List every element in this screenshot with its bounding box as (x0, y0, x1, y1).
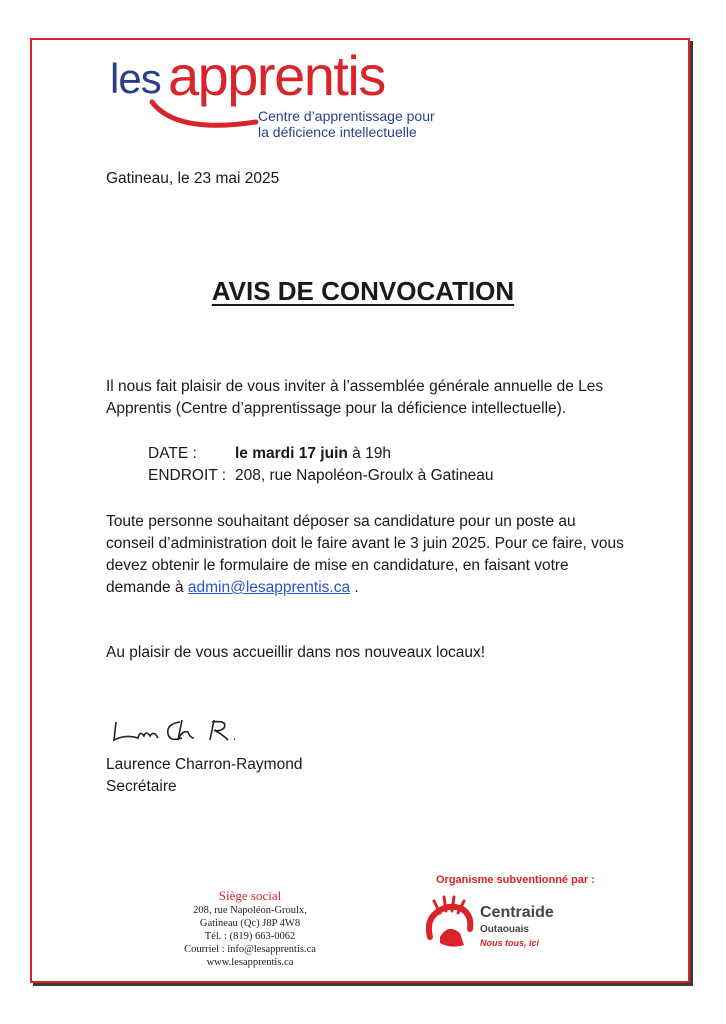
email-link[interactable]: admin@lesapprentis.ca (187, 579, 351, 596)
logo-subtitle-line2: la déficience intellectuelle (258, 124, 417, 140)
logo-subtitle (258, 108, 435, 140)
head-office-website: www.lesapprentis.ca (206, 957, 294, 968)
intro-paragraph (106, 376, 603, 420)
date-value-rest: à 19h (347, 445, 391, 462)
sponsor-region: Outaouais (480, 924, 529, 935)
head-office-title: Siège social (218, 888, 282, 903)
candidacy-line-2: conseil d’administration doit le faire avant le 3 juin 2025. Pour ce faire, vous (106, 535, 624, 552)
sponsor-name: Centraide (480, 904, 554, 921)
head-office-phone: Tél. : (819) 663-0062 (204, 931, 296, 942)
closing-line: Au plaisir de vous accueillir dans nos nouveaux locaux! (106, 644, 486, 661)
signer-block (106, 754, 302, 798)
sponsor-tagline: Nous tous, ici (480, 938, 540, 948)
candidacy-line-1: Toute personne souhaitant déposer sa candidature pour un poste au (106, 513, 576, 530)
logo-apprentis-text: apprentis (168, 44, 385, 107)
date-value (235, 443, 391, 465)
sponsor-label: Organisme subventionné par : (436, 874, 595, 886)
place-value: 208, rue Napoléon-Groulx à Gatineau (235, 467, 494, 484)
place-label: ENDROIT : (148, 467, 227, 484)
head-office-address-2: Gatineau (Qc) J8P 4W8 (199, 918, 301, 929)
head-office-email: Courriel : info@lesapprentis.ca (184, 944, 316, 955)
date-label: DATE : (148, 445, 197, 462)
candidacy-line-3: devez obtenir le formulaire de mise en candidature, en faisant votre (106, 557, 569, 574)
place-date: Gatineau, le 23 mai 2025 (106, 170, 280, 187)
intro-line-2: Apprentis (Centre d’apprentissage pour la déficience intellectuelle). (106, 400, 567, 417)
candidacy-line-4 (106, 577, 624, 599)
candidacy-line-4-suffix: . (350, 579, 359, 596)
date-value-bold: le mardi 17 juin (235, 445, 348, 462)
letter-title (0, 276, 726, 307)
head-office-block (150, 888, 350, 969)
candidacy-line-4-prefix: demande à (106, 579, 188, 596)
signer-role: Secrétaire (106, 778, 177, 795)
logo-subtitle-line1: Centre d’apprentissage pour (258, 108, 435, 124)
logo-les-text: les (110, 55, 161, 102)
intro-line-1: Il nous fait plaisir de vous inviter à l’assemblée générale annuelle de Les (106, 378, 604, 395)
letter-title-text: AVIS DE CONVOCATION (211, 276, 515, 306)
centraide-hand-icon (420, 893, 478, 953)
head-office-address-1: 208, rue Napoléon-Groulx, (193, 905, 307, 916)
candidacy-paragraph (106, 511, 624, 599)
handwritten-signature (110, 714, 250, 746)
signer-name: Laurence Charron-Raymond (106, 756, 303, 773)
logo-smile-icon (146, 96, 266, 136)
